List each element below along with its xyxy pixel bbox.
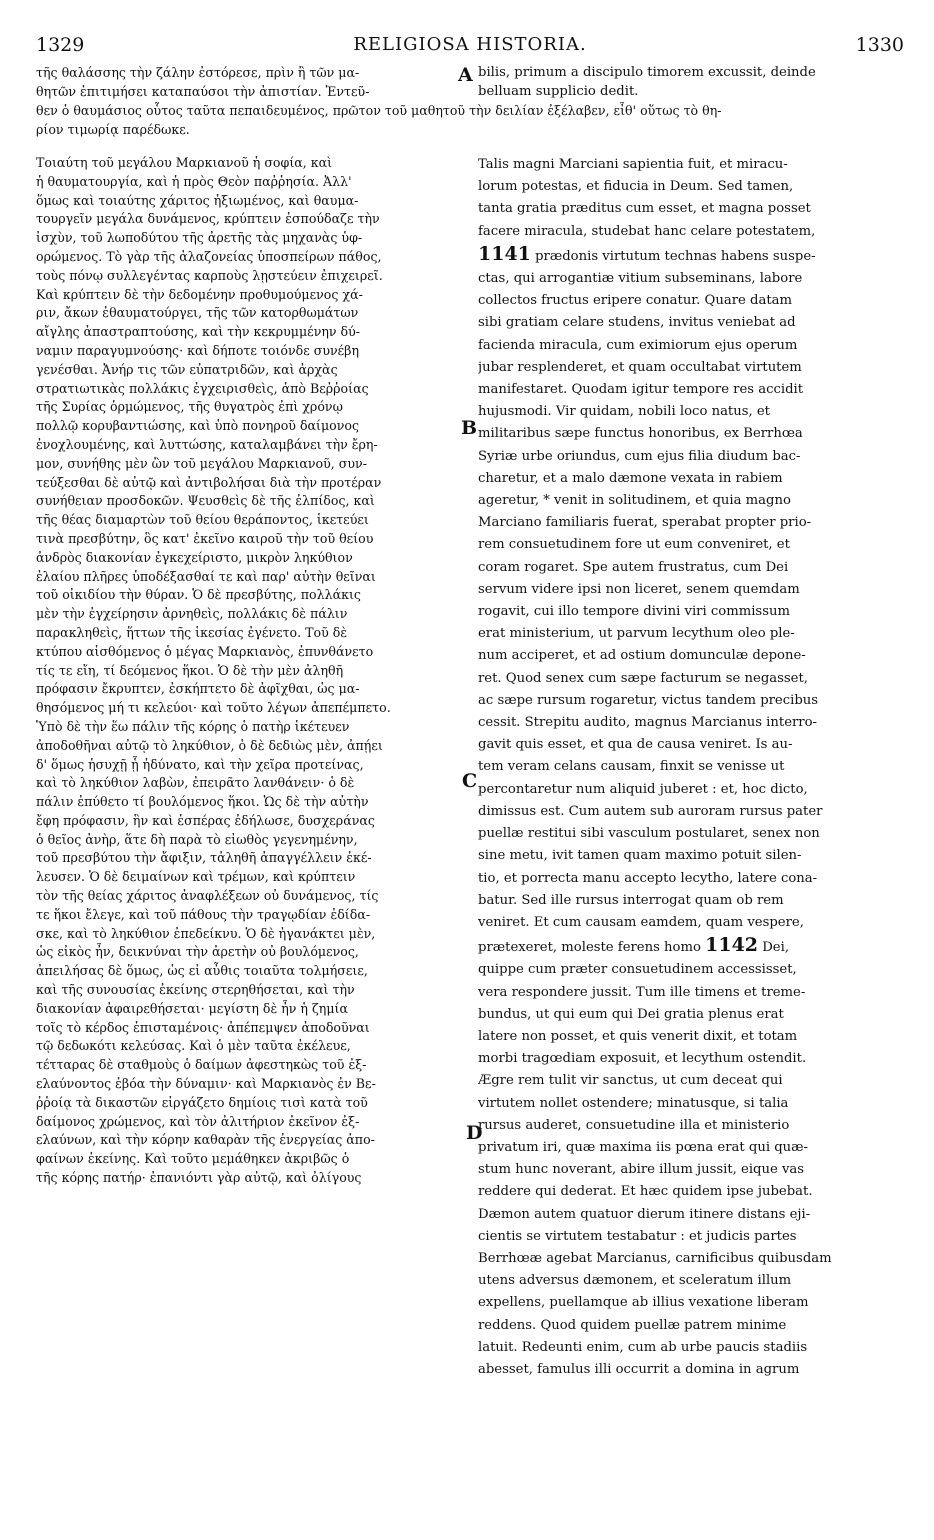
latin-column-top bbox=[478, 64, 902, 102]
latin-line: latuit. Redeunti enim, cum ab urbe paucis stadiis bbox=[478, 1339, 808, 1355]
greek-line: τουργεῖν μεγάλα δυνάμενος, κρύπτειν ἐσπούδαζε τὴν bbox=[36, 211, 380, 227]
latin-line: latere non posset, et quis venerit dixit, et totam bbox=[478, 1028, 798, 1044]
greek-line: ὡς εἰκὸς ἦν, δεικνύναι τὴν ἀρετὴν οὐ βουλόμενος, bbox=[36, 944, 359, 960]
greek-line: μον, συνήθης μὲν ὢν τοῦ μεγάλου Μαρκιανοῦ, συν- bbox=[36, 455, 367, 471]
latin-line: lorum potestas, et fiducia in Deum. Sed tamen, bbox=[478, 179, 794, 195]
greek-line: ῤῥοίᾳ τὰ δικαστῶν εἰργάζετο δημίοις τισὶ κατὰ τοῦ bbox=[36, 1094, 368, 1110]
greek-line: τοῖς τὸ κέρδος ἐπισταμένοις· ἀπέπεμψεν ἀποδοῦναι bbox=[36, 1019, 370, 1035]
latin-line: tanta gratia præditus cum esset, et magna posset bbox=[478, 201, 811, 217]
greek-line: τῆς θέας διαμαρτὼν τοῦ θείου θεράποντος, ἱκετεύει bbox=[36, 512, 369, 528]
greek-line: φαίνων ἐκείνης. Καὶ τοῦτο μεμάθηκεν ἀκριβῶς ὁ bbox=[36, 1151, 350, 1167]
greek-line: τεύξεσθαι δὲ αὐτῷ καὶ ἀντιβολήσαι διὰ τὴν προτέραν bbox=[36, 474, 382, 490]
greek-line: πολλῷ κορυβαντιώσης, καὶ ὑπὸ πονηροῦ δαίμονος bbox=[36, 418, 360, 434]
greek-line: αἴγλης ἀπαστραπτούσης, καὶ τὴν κεκρυμμένην δύ- bbox=[36, 324, 361, 340]
latin-line: rursus auderet, consuetudine illa et ministerio bbox=[478, 1117, 790, 1133]
greek-line: τὸν τῆς θείας χάριτος ἀναφλέξεων οὐ δυνάμενος, τίς bbox=[36, 888, 379, 904]
latin-line: gavit quis esset, et qua de causa veniret. Is au- bbox=[478, 737, 793, 753]
latin-line: stum hunc noverant, abire illum jussit, eique vas bbox=[478, 1162, 805, 1178]
latin-line: quippe cum præter consuetudinem accessisset, bbox=[478, 962, 797, 978]
greek-line: τίς τε εἴη, τί δεόμενος ἥκοι. Ὁ δὲ τὴν μὲν ἀληθῆ bbox=[36, 662, 344, 678]
latin-line: facere miracula, studebat hanc celare potestatem, bbox=[478, 223, 816, 239]
latin-line: veniret. Et cum causam eamdem, quam vespere, bbox=[478, 914, 804, 930]
latin-body bbox=[478, 154, 902, 1381]
greek-line: ορώμενος. Τὸ γὰρ τῆς ἀλαζονείας ὑποσπείρων πάθος, bbox=[36, 248, 382, 264]
greek-line: θητῶν ἐπιτιμήσει καταπαύσοι τὴν ἀπιστίαν. Ἐντεῦ- bbox=[36, 83, 370, 99]
latin-line: utens adversus dæmonem, et sceleratum illum bbox=[478, 1273, 792, 1289]
greek-line: θησόμενος μή τι κελεύοι· καὶ τοῦτο λέγων ἀπεπέμπετο. bbox=[36, 700, 391, 716]
latin-line: sine metu, ivit tamen quam maximo potuit silen- bbox=[478, 848, 802, 864]
greek-line: ἔφη πρόφασιν, ἣν καὶ ἑσπέρας ἐδήλωσε, δυσχεράνας bbox=[36, 812, 375, 828]
greek-line: στρατιωτικὰς πολλάκις ἐγχειρισθεὶς, ἀπὸ Βεῤῥοίας bbox=[36, 380, 369, 396]
latin-line bbox=[478, 934, 902, 959]
margin-letter-d: D bbox=[466, 1122, 483, 1144]
latin-line: puellæ restitui sibi vasculum postularet, senex non bbox=[478, 826, 820, 842]
latin-line: rogavit, cui illo tempore divini viri commissum bbox=[478, 604, 790, 620]
greek-line: καὶ τὸ ληκύθιον λαβὼν, ἐπειρᾶτο λανθάνειν· ὁ δὲ bbox=[36, 775, 355, 791]
greek-line: τινὰ πρεσβύτην, ὃς κατ' ἐκεῖνο καιροῦ τὴν τοῦ θείου bbox=[36, 530, 374, 546]
latin-line: ageretur, * venit in solitudinem, et quia magno bbox=[478, 493, 791, 509]
latin-line: batur. Sed ille rursus interrogat quam ob rem bbox=[478, 892, 784, 908]
full-width-paragraph bbox=[36, 102, 902, 140]
latin-line: belluam supplicio dedit. bbox=[478, 83, 639, 99]
latin-line: ctas, qui arrogantiæ vitium subseminans, labore bbox=[478, 271, 803, 287]
latin-line: tem veram celans causam, finxit se venisse ut bbox=[478, 759, 785, 775]
greek-column bbox=[36, 64, 468, 102]
greek-line: ἰσχὺν, τοῦ λωποδύτου τῆς ἀρετῆς τὰς μηχανὰς ὑφ- bbox=[36, 230, 363, 246]
greek-line: δ' ὅμως ἡσυχῇ ᾗ ἠδύνατο, καὶ τὴν χεῖρα προτείνας, bbox=[36, 756, 364, 772]
greek-line: γενέσθαι. Ἀνήρ τις τῶν εὐπατριδῶν, καὶ ἀρχὰς bbox=[36, 361, 338, 377]
greek-line: κτύπου αἰσθόμενος ὁ μέγας Μαρκιανὸς, ἐπυνθάνετο bbox=[36, 643, 374, 659]
latin-line: privatum iri, quæ maxima iis pœna erat qui quæ- bbox=[478, 1139, 809, 1155]
greek-line: ἡ θαυματουργία, καὶ ἡ πρὸς Θεὸν παῤῥησία. Ἀλλ' bbox=[36, 173, 352, 189]
latin-line: Syriæ urbe oriundus, cum ejus filia diudum bac- bbox=[478, 448, 801, 464]
full-width-line: θεν ὁ θαυμάσιος οὗτος ταῦτα πεπαιδευμένος, πρῶτον τοῦ μαθητοῦ τὴν δειλίαν ἐξέλαβεν, εἶθ' οὕτως τὸ θη- bbox=[36, 103, 722, 118]
latin-line: abesset, famulus illi occurrit a domina in agrum bbox=[478, 1361, 800, 1377]
latin-line: percontaretur num aliquid juberet : et, hoc dicto, bbox=[478, 781, 808, 797]
latin-line: erat ministerium, ut parvum lecythum oleo ple- bbox=[478, 626, 795, 642]
greek-line: μὲν τὴν ἐγχείρησιν ἀρνηθεὶς, πολλάκις δὲ πάλιν bbox=[36, 606, 348, 622]
greek-line: ὅμως καὶ τοιαύτης χάριτος ἠξιωμένος, καὶ θαυμα- bbox=[36, 192, 359, 208]
latin-line: cessit. Strepitu audito, magnus Marcianus interro- bbox=[478, 715, 818, 731]
greek-line: τοὺς πόνῳ συλλεγέντας καρποὺς λῃστεύειν ἐπιχειρεῖ. bbox=[36, 267, 383, 283]
page-number-right: 1330 bbox=[855, 34, 904, 56]
greek-line: καὶ τῆς συνουσίας ἐκείνης στερηθήσεται, καὶ τὴν bbox=[36, 982, 355, 998]
latin-line bbox=[478, 243, 902, 268]
greek-line: τῆς θαλάσσης τὴν ζάλην ἐστόρεσε, πρὶν ἢ τῶν μα- bbox=[36, 65, 360, 80]
greek-line: ναμιν παραγυμνούσης· καὶ δήποτε τοιόνδε συνέβη bbox=[36, 342, 359, 358]
greek-body bbox=[36, 154, 468, 1188]
full-width-line: ρίον τιμωρίᾳ παρέδωκε. bbox=[36, 121, 190, 137]
greek-line: δαίμονος χρώμενος, καὶ τὸν ἀλιτήριον ἐκεῖνον ἐξ- bbox=[36, 1113, 360, 1129]
greek-line: ἐνοχλουμένης, καὶ λυττώσης, καταλαμβάνει τὴν ἔρη- bbox=[36, 436, 378, 452]
latin-line: hujusmodi. Vir quidam, nobili loco natus, et bbox=[478, 404, 770, 420]
column-number: 1142 bbox=[705, 934, 759, 957]
latin-line: bilis, primum a discipulo timorem excussit, deinde bbox=[478, 65, 816, 80]
greek-line: παρακληθεὶς, ἥττων τῆς ἱκεσίας ἐγένετο. Τοῦ δὲ bbox=[36, 624, 348, 640]
greek-line: ἀπειλήσας δὲ ὅμως, ὡς εἰ αὖθις τοιαῦτα τολμήσειε, bbox=[36, 963, 368, 979]
greek-line: τῷ δεδωκότι κελεύσας. Καὶ ὁ μὲν ταῦτα ἐκέλευε, bbox=[36, 1038, 351, 1054]
latin-line: sibi gratiam celare studens, invitus veniebat ad bbox=[478, 315, 796, 331]
latin-line: Dæmon autem quatuor dierum itinere distans eji- bbox=[478, 1206, 811, 1222]
greek-line: Καὶ κρύπτειν δὲ τὴν δεδομένην προθυμούμενος χά- bbox=[36, 286, 363, 302]
latin-line: reddens. Quod quidem puellæ patrem minime bbox=[478, 1317, 787, 1333]
latin-line: facienda miracula, cum eximiorum ejus operum bbox=[478, 337, 798, 353]
latin-line: servum videre ipsi non liceret, senem quemdam bbox=[478, 581, 800, 597]
column-number: 1141 bbox=[478, 242, 531, 265]
margin-letter-a: A bbox=[458, 64, 473, 86]
latin-line: vera respondere jussit. Tum ille timens et treme- bbox=[478, 984, 806, 1000]
latin-line-suffix: Dei, bbox=[758, 940, 790, 956]
greek-line: τέτταρας δὲ σταθμοὺς ὁ δαίμων ἀφεστηκὼς τοῦ ἐξ- bbox=[36, 1057, 367, 1073]
greek-line: τε ἥκοι ἔλεγε, καὶ τοῦ πάθους τὴν τραγῳδίαν ἐδίδα- bbox=[36, 906, 371, 922]
latin-line-text: prætexeret, moleste ferens homo bbox=[478, 940, 701, 956]
latin-line: collectos fructus eripere conatur. Quare datam bbox=[478, 293, 792, 309]
latin-line: reddere qui dederat. Et hæc quidem ipse jubebat. bbox=[478, 1184, 813, 1200]
running-header bbox=[36, 34, 904, 58]
latin-line: virtutem nollet ostendere; minatusque, si talia bbox=[478, 1095, 789, 1111]
greek-line: ὁ θεῖος ἀνὴρ, ἅτε δὴ παρὰ τὸ εἰωθὸς γεγενημένην, bbox=[36, 831, 358, 847]
latin-line: Marciano familiaris fuerat, sperabat propter prio- bbox=[478, 515, 812, 531]
latin-line: morbi tragœdiam exposuit, et lecythum ostendit. bbox=[478, 1051, 807, 1067]
greek-line: συνήθειαν προσδοκῶν. Ψευσθεὶς δὲ τῆς ἐλπίδος, καὶ bbox=[36, 493, 375, 509]
latin-line: bundus, ut qui eum qui Dei gratia plenus erat bbox=[478, 1006, 784, 1022]
greek-line: διακονίαν ἀφαιρεθήσεται· μεγίστη δὲ ἦν ἡ ζημία bbox=[36, 1000, 348, 1016]
greek-line: τῆς Συρίας ὁρμώμενος, τῆς θυγατρὸς ἐπὶ χρόνῳ bbox=[36, 399, 343, 415]
greek-line: Τοιαύτη τοῦ μεγάλου Μαρκιανοῦ ἡ σοφία, καὶ bbox=[36, 155, 333, 170]
latin-line: Talis magni Marciani sapientia fuit, et miracu- bbox=[478, 157, 788, 172]
latin-line: tio, et porrecta manu accepto lecytho, latere cona- bbox=[478, 870, 818, 886]
latin-line: jubar resplenderet, et quam occultabat virtutem bbox=[478, 359, 802, 375]
greek-line: λευσεν. Ὁ δὲ δειμαίνων καὶ τρέμων, καὶ κρύπτειν bbox=[36, 869, 356, 885]
latin-line: num acciperet, et ad ostium domunculæ depone- bbox=[478, 648, 806, 664]
latin-line-text: prædonis virtutum technas habens suspe- bbox=[535, 248, 816, 264]
greek-line: ριν, ἄκων ἐθαυματούργει, τῆς τῶν κατορθωμάτων bbox=[36, 305, 359, 321]
latin-line: dimissus est. Cum autem sub auroram rursus pater bbox=[478, 803, 823, 819]
latin-line: coram rogaret. Spe autem frustratus, cum Dei bbox=[478, 559, 789, 575]
latin-line: Ægre rem tulit vir sanctus, ut cum deceat qui bbox=[478, 1073, 783, 1089]
greek-line: ελαύνων, καὶ τὴν κόρην καθαρὰν τῆς ἐνεργείας ἀπο- bbox=[36, 1132, 375, 1148]
margin-letter-b: B bbox=[461, 417, 478, 439]
latin-line: Berrhœæ agebat Marcianus, carnificibus quibusdam bbox=[478, 1250, 832, 1266]
latin-line: ret. Quod senex cum sæpe facturum se negasset, bbox=[478, 670, 808, 686]
latin-line: charetur, et a malo dæmone vexata in rabiem bbox=[478, 470, 783, 486]
latin-line: rem consuetudinem fore ut eum conveniret, et bbox=[478, 537, 790, 553]
page-number-left: 1329 bbox=[36, 34, 85, 56]
latin-line: ac sæpe rursum rogaretur, victus tandem precibus bbox=[478, 692, 819, 708]
greek-line: ἀποδοθῆναι αὐτῷ τὸ ληκύθιον, ὁ δὲ δεδιὼς μὲν, ἀπῄει bbox=[36, 737, 383, 753]
greek-line: ἀνδρὸς διακονίαν ἐγκεχείριστο, μικρὸν ληκύθιον bbox=[36, 549, 353, 565]
latin-line: cientis se virtutem testabatur : et judicis partes bbox=[478, 1228, 797, 1244]
latin-line: militaribus sæpe functus honoribus, ex Berrhœa bbox=[478, 426, 803, 442]
margin-letter-c: C bbox=[462, 770, 478, 792]
greek-line: τοῦ πρεσβύτου τὴν ἄφιξιν, τἀληθῆ ἀπαγγέλλειν ἐκέ- bbox=[36, 850, 372, 866]
latin-line: manifestaret. Quodam igitur tempore res accidit bbox=[478, 382, 804, 398]
greek-line: πρόφασιν ἔκρυπτεν, ἐσκήπτετο δὲ ἀφῖχθαι, ὡς μα- bbox=[36, 681, 360, 697]
greek-line: ἐλαίου πλῆρες ὑποδέξασθαί τε καὶ παρ' αὐτὴν θεῖναι bbox=[36, 568, 376, 584]
running-title: RELIGIOSA HISTORIA. bbox=[353, 34, 587, 55]
greek-line: τοῦ οἰκιδίου τὴν θύραν. Ὁ δὲ πρεσβύτης, πολλάκις bbox=[36, 587, 361, 603]
greek-line: τῆς κόρης πατήρ· ἐπανιόντι γὰρ αὐτῷ, καὶ ὀλίγους bbox=[36, 1170, 362, 1186]
greek-line: ελαύνοντος ἐβόα τὴν δύναμιν· καὶ Μαρκιανὸς ἐν Βε- bbox=[36, 1076, 376, 1092]
greek-line: πάλιν ἐπύθετο τί βουλόμενος ἥκοι. Ὡς δὲ τὴν αὐτὴν bbox=[36, 794, 369, 810]
greek-line: σκε, καὶ τὸ ληκύθιον ἐπεδείκνυ. Ὁ δὲ ἠγανάκτει μὲν, bbox=[36, 925, 376, 941]
latin-line: expellens, puellamque ab illius vexatione liberam bbox=[478, 1295, 809, 1311]
greek-line: Ὑπὸ δὲ τὴν ἕω πάλιν τῆς κόρης ὁ πατὴρ ἱκέτευεν bbox=[36, 718, 350, 734]
